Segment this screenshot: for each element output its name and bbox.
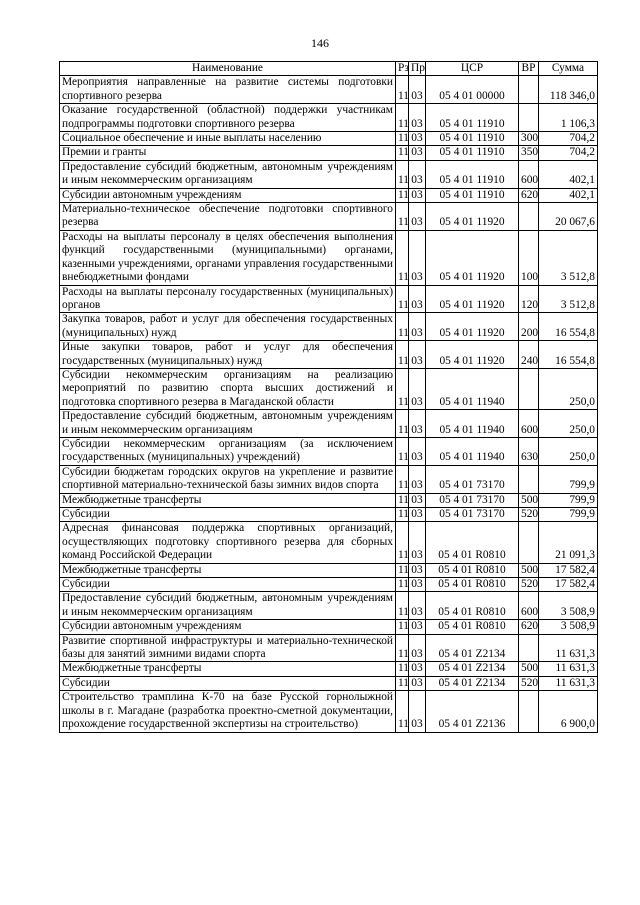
row-vr: 240	[519, 341, 539, 369]
row-pr: 03	[409, 563, 426, 577]
table-row	[60, 691, 598, 732]
row-sum: 17 582,4	[539, 578, 598, 592]
row-name: Субсидии	[60, 508, 396, 522]
row-vr	[519, 522, 539, 563]
row-vr	[519, 203, 539, 231]
row-name: Межбюджетные трансферты	[60, 493, 396, 507]
row-rz: 11	[396, 341, 409, 369]
row-name: Субсидии автономным учреждениям	[60, 620, 396, 634]
table-row	[60, 592, 598, 620]
row-sum: 1 106,3	[539, 104, 598, 132]
row-name: Субсидии некоммерческим организациям на реализацию мероприятий по развитию спорта высших достижений и подготовка спортивного резерва в Магаданской области	[60, 368, 396, 409]
table-row	[60, 313, 598, 341]
row-vr: 120	[519, 285, 539, 313]
row-csr: 05 4 01 R0810	[426, 620, 519, 634]
row-sum: 16 554,8	[539, 313, 598, 341]
row-name: Субсидии	[60, 578, 396, 592]
row-sum: 3 512,8	[539, 285, 598, 313]
table-row	[60, 132, 598, 146]
table-row	[60, 230, 598, 285]
table-row	[60, 188, 598, 202]
row-csr: 05 4 01 11920	[426, 341, 519, 369]
row-sum: 3 508,9	[539, 620, 598, 634]
row-csr: 05 4 01 11940	[426, 437, 519, 465]
row-sum: 704,2	[539, 146, 598, 160]
row-vr: 600	[519, 592, 539, 620]
row-name: Субсидии	[60, 676, 396, 690]
row-csr: 05 4 01 73170	[426, 508, 519, 522]
row-rz: 11	[396, 578, 409, 592]
row-name: Строительство трамплина К-70 на базе Русской горнолыжной школы в г. Магадане (разработка проектно-сметной документации, прохождение государственной экспертизы на строительство)	[60, 691, 396, 732]
table-row	[60, 203, 598, 231]
row-csr: 05 4 01 00000	[426, 76, 519, 104]
row-name: Материально-техническое обеспечение подготовки спортивного резерва	[60, 203, 396, 231]
row-vr: 300	[519, 132, 539, 146]
row-csr: 05 4 01 Z2134	[426, 662, 519, 676]
row-name: Межбюджетные трансферты	[60, 662, 396, 676]
row-csr: 05 4 01 11910	[426, 160, 519, 188]
row-sum: 16 554,8	[539, 341, 598, 369]
row-pr: 03	[409, 188, 426, 202]
row-rz: 11	[396, 508, 409, 522]
row-pr: 03	[409, 676, 426, 690]
table-row	[60, 76, 598, 104]
row-pr: 03	[409, 662, 426, 676]
row-pr: 03	[409, 634, 426, 662]
row-vr: 520	[519, 508, 539, 522]
page-number: 146	[311, 36, 329, 50]
row-name: Межбюджетные трансферты	[60, 563, 396, 577]
row-pr: 03	[409, 341, 426, 369]
row-pr: 03	[409, 437, 426, 465]
row-rz: 11	[396, 563, 409, 577]
table-row	[60, 368, 598, 409]
row-rz: 11	[396, 188, 409, 202]
table-row	[60, 146, 598, 160]
row-rz: 11	[396, 522, 409, 563]
row-csr: 05 4 01 73170	[426, 465, 519, 493]
row-name: Адресная финансовая поддержка спортивных организаций, осуществляющих подготовку спортивного резерва для сборных команд Российской Федерации	[60, 522, 396, 563]
row-name: Расходы на выплаты персоналу в целях обеспечения выполнения функций государственными (муниципальными) органами, казенными учреждениями, органами управления государственными внебюджетными фондами	[60, 230, 396, 285]
header-name: Наименование	[60, 62, 396, 76]
row-vr: 200	[519, 313, 539, 341]
row-name: Расходы на выплаты персоналу государственных (муниципальных) органов	[60, 285, 396, 313]
table-row	[60, 508, 598, 522]
row-csr: 05 4 01 11920	[426, 285, 519, 313]
row-vr	[519, 76, 539, 104]
row-vr	[519, 104, 539, 132]
table-row	[60, 341, 598, 369]
row-sum: 11 631,3	[539, 662, 598, 676]
row-pr: 03	[409, 104, 426, 132]
row-rz: 11	[396, 437, 409, 465]
row-name: Развитие спортивной инфраструктуры и материально-технической базы для занятий зимними видами спорта	[60, 634, 396, 662]
row-vr	[519, 634, 539, 662]
row-sum: 20 067,6	[539, 203, 598, 231]
row-sum: 17 582,4	[539, 563, 598, 577]
row-pr: 03	[409, 132, 426, 146]
header-pr: Пр	[409, 62, 426, 76]
row-pr: 03	[409, 410, 426, 438]
row-vr: 620	[519, 620, 539, 634]
table-row	[60, 522, 598, 563]
table-row	[60, 465, 598, 493]
header-sum: Сумма	[539, 62, 598, 76]
row-vr: 500	[519, 662, 539, 676]
row-csr: 05 4 01 11910	[426, 104, 519, 132]
header-csr: ЦСР	[426, 62, 519, 76]
row-pr: 03	[409, 578, 426, 592]
row-csr: 05 4 01 R0810	[426, 578, 519, 592]
row-pr: 03	[409, 160, 426, 188]
row-vr: 620	[519, 188, 539, 202]
row-sum: 250,0	[539, 368, 598, 409]
row-rz: 11	[396, 230, 409, 285]
header-rz: Рз	[396, 62, 409, 76]
row-name: Предоставление субсидий бюджетным, автономным учреждениям и иным некоммерческим организациям	[60, 410, 396, 438]
row-pr: 03	[409, 76, 426, 104]
table-row	[60, 104, 598, 132]
row-vr: 520	[519, 676, 539, 690]
row-name: Социальное обеспечение и иные выплаты населению	[60, 132, 396, 146]
table-row	[60, 437, 598, 465]
row-sum: 402,1	[539, 160, 598, 188]
table-header-row	[60, 62, 598, 76]
row-rz: 11	[396, 132, 409, 146]
row-name: Иные закупки товаров, работ и услуг для обеспечения государственных (муниципальных) нужд	[60, 341, 396, 369]
row-vr: 100	[519, 230, 539, 285]
row-sum: 6 900,0	[539, 691, 598, 732]
table-row	[60, 285, 598, 313]
row-csr: 05 4 01 11920	[426, 203, 519, 231]
row-vr	[519, 691, 539, 732]
row-sum: 118 346,0	[539, 76, 598, 104]
table-row	[60, 676, 598, 690]
row-sum: 11 631,3	[539, 676, 598, 690]
row-pr: 03	[409, 620, 426, 634]
row-csr: 05 4 01 11940	[426, 368, 519, 409]
row-pr: 03	[409, 285, 426, 313]
row-vr: 600	[519, 410, 539, 438]
row-name: Закупка товаров, работ и услуг для обеспечения государственных (муниципальных) нужд	[60, 313, 396, 341]
table-row	[60, 662, 598, 676]
table-row	[60, 410, 598, 438]
row-vr: 350	[519, 146, 539, 160]
row-name: Предоставление субсидий бюджетным, автономным учреждениям и иным некоммерческим организациям	[60, 592, 396, 620]
row-csr: 05 4 01 R0810	[426, 522, 519, 563]
row-sum: 799,9	[539, 493, 598, 507]
row-sum: 250,0	[539, 437, 598, 465]
row-name: Субсидии бюджетам городских округов на укрепление и развитие спортивной материально-технической базы зимних видов спорта	[60, 465, 396, 493]
row-rz: 11	[396, 313, 409, 341]
row-csr: 05 4 01 11910	[426, 188, 519, 202]
row-csr: 05 4 01 11920	[426, 313, 519, 341]
row-name: Субсидии некоммерческим организациям (за исключением государственных (муниципальных) учреждений)	[60, 437, 396, 465]
row-rz: 11	[396, 368, 409, 409]
row-pr: 03	[409, 592, 426, 620]
table-row	[60, 620, 598, 634]
row-csr: 05 4 01 11910	[426, 146, 519, 160]
budget-table	[59, 61, 598, 733]
row-rz: 11	[396, 620, 409, 634]
row-pr: 03	[409, 368, 426, 409]
row-pr: 03	[409, 203, 426, 231]
row-rz: 11	[396, 465, 409, 493]
row-rz: 11	[396, 76, 409, 104]
row-pr: 03	[409, 522, 426, 563]
row-rz: 11	[396, 160, 409, 188]
row-vr: 500	[519, 493, 539, 507]
header-vr: ВР	[519, 62, 539, 76]
row-name: Оказание государственной (областной) поддержки участникам подпрограммы подготовки спортивного резерва	[60, 104, 396, 132]
row-pr: 03	[409, 691, 426, 732]
table-row	[60, 563, 598, 577]
row-csr: 05 4 01 Z2134	[426, 634, 519, 662]
row-vr: 500	[519, 563, 539, 577]
row-csr: 05 4 01 11940	[426, 410, 519, 438]
row-rz: 11	[396, 203, 409, 231]
row-name: Предоставление субсидий бюджетным, автономным учреждениям и иным некоммерческим организациям	[60, 160, 396, 188]
row-sum: 11 631,3	[539, 634, 598, 662]
row-pr: 03	[409, 313, 426, 341]
row-csr: 05 4 01 R0810	[426, 592, 519, 620]
row-pr: 03	[409, 230, 426, 285]
row-csr: 05 4 01 11910	[426, 132, 519, 146]
row-pr: 03	[409, 146, 426, 160]
row-name: Мероприятия направленные на развитие системы подготовки спортивного резерва	[60, 76, 396, 104]
row-vr	[519, 465, 539, 493]
row-sum: 402,1	[539, 188, 598, 202]
row-rz: 11	[396, 410, 409, 438]
row-pr: 03	[409, 508, 426, 522]
row-csr: 05 4 01 73170	[426, 493, 519, 507]
row-vr: 600	[519, 160, 539, 188]
row-sum: 21 091,3	[539, 522, 598, 563]
row-csr: 05 4 01 R0810	[426, 563, 519, 577]
row-rz: 11	[396, 146, 409, 160]
row-rz: 11	[396, 493, 409, 507]
row-rz: 11	[396, 104, 409, 132]
table-row	[60, 578, 598, 592]
row-csr: 05 4 01 Z2134	[426, 676, 519, 690]
row-sum: 3 512,8	[539, 230, 598, 285]
row-rz: 11	[396, 662, 409, 676]
row-pr: 03	[409, 493, 426, 507]
table-row	[60, 634, 598, 662]
row-sum: 250,0	[539, 410, 598, 438]
row-csr: 05 4 01 Z2136	[426, 691, 519, 732]
row-rz: 11	[396, 634, 409, 662]
row-sum: 704,2	[539, 132, 598, 146]
row-rz: 11	[396, 285, 409, 313]
row-rz: 11	[396, 676, 409, 690]
table-row	[60, 493, 598, 507]
row-name: Премии и гранты	[60, 146, 396, 160]
row-csr: 05 4 01 11920	[426, 230, 519, 285]
row-vr: 520	[519, 578, 539, 592]
row-vr	[519, 368, 539, 409]
row-sum: 799,9	[539, 508, 598, 522]
row-vr: 630	[519, 437, 539, 465]
row-pr: 03	[409, 465, 426, 493]
row-rz: 11	[396, 691, 409, 732]
row-sum: 3 508,9	[539, 592, 598, 620]
row-sum: 799,9	[539, 465, 598, 493]
row-rz: 11	[396, 592, 409, 620]
row-name: Субсидии автономным учреждениям	[60, 188, 396, 202]
table-row	[60, 160, 598, 188]
